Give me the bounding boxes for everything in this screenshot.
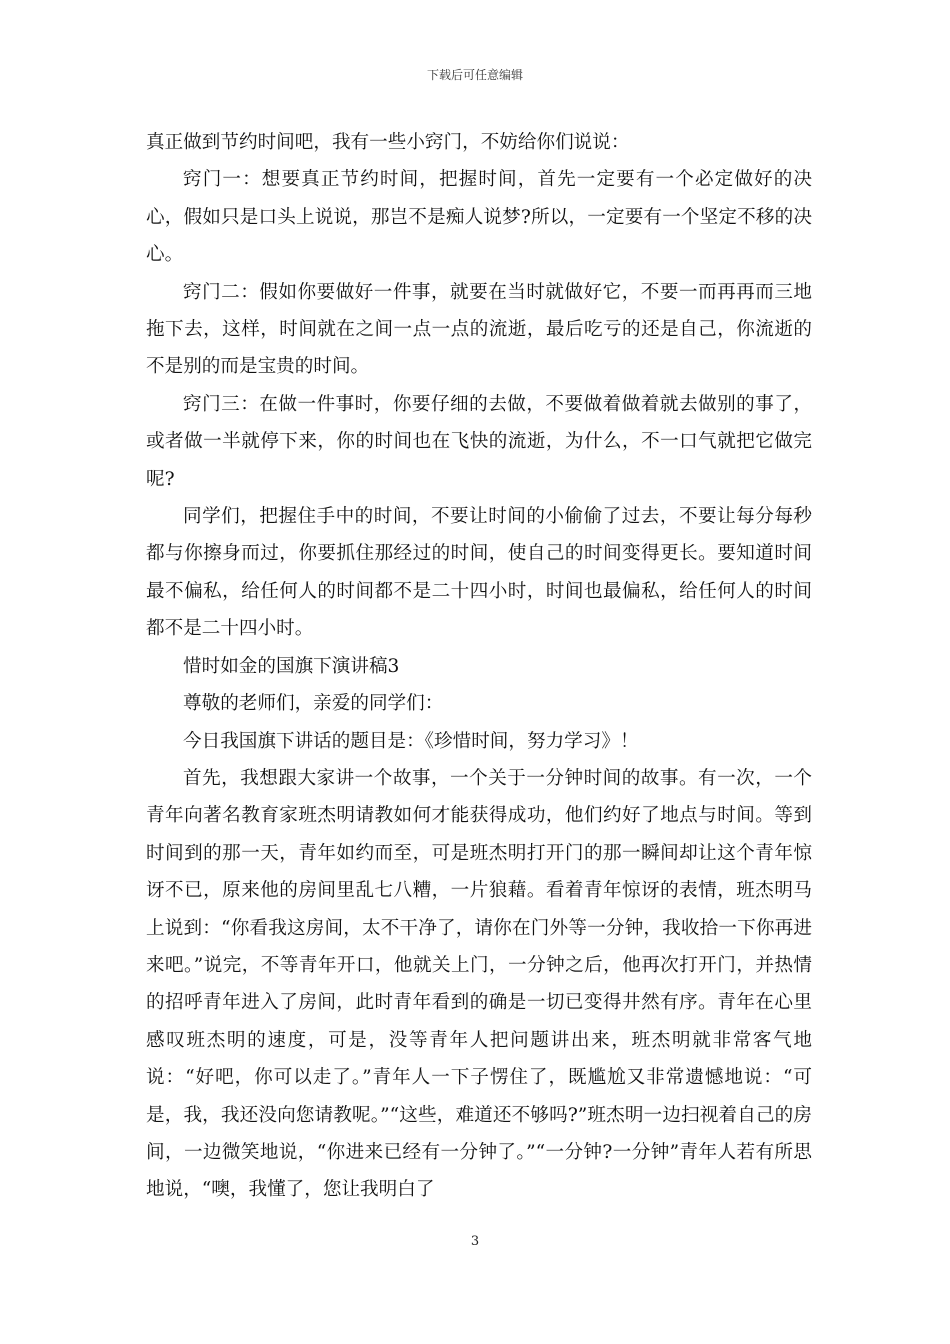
salutation: 尊敬的老师们，亲爱的同学们： <box>183 693 444 715</box>
paragraph: 窍门三：在做一件事时，你要仔细的去做，不要做着做着就去做别的事了，或者做一半就停下来，你的时间也在飞快的流逝，为什么，不一口气就把它做完呢? <box>146 393 812 490</box>
paragraph: 今日我国旗下讲话的题目是：《珍惜时间，努力学习》！ <box>183 730 639 752</box>
paragraph: 首先，我想跟大家讲一个故事，一个关于一分钟时间的故事。有一次，一个青年向著名教育家班杰明请教如何才能获得成功，他们约好了地点与时间。等到时间到的那一天，青年如约而至，可是班杰明打开门的那一瞬间却让这个青年惊讶不已，原来他的房间里乱七八糟，一片狼藉。看着青年惊讶的表情，班杰明马上说到：“你看我这房间，太不干净了，请你在门外等一分钟，我收拾一下你再进来吧。”说完，不等青年开口，他就关上门，一分钟之后，他再次打开门，并热情的招呼青年进入了房间，此时青年看到的确是一切已变得井然有序。青年在心里感叹班杰明的速度，可是，没等青年人把问题讲出来，班杰明就非常客气地说：“好吧，你可以走了。”青年人一下子愣住了，既尴尬又非常遗憾地说：“可是，我，我还没向您请教呢。”“这些，难道还不够吗?”班杰明一边扫视着自己的房间，一边微笑地说，“你进来已经有一分钟了。”“一分钟?一分钟”青年人若有所思地说，“噢，我懂了，您让我明白了 <box>146 767 812 1201</box>
paragraph: 窍门一：想要真正节约时间，把握时间，首先一定要有一个必定做好的决心，假如只是口头上说说，那岂不是痴人说梦?所以，一定要有一个坚定不移的决心。 <box>146 169 812 266</box>
page-number: 3 <box>470 1234 480 1249</box>
paragraph: 同学们，把握住手中的时间，不要让时间的小偷偷了过去，不要让每分每秒都与你擦身而过，你要抓住那经过的时间，使自己的时间变得更长。要知道时间最不偏私，给任何人的时间都不是二十四小时，时间也最偏私，给任何人的时间都不是二十四小时。 <box>146 506 812 640</box>
section-heading: 惜时如金的国旗下演讲稿3 <box>183 655 400 677</box>
paragraph: 窍门二：假如你要做好一件事，就要在当时就做好它，不要一而再再而三地拖下去，这样，时间就在之间一点一点的流逝，最后吃亏的还是自己，你流逝的不是别的而是宝贵的时间。 <box>146 281 812 378</box>
page-header: 下载后可任意编辑 <box>426 68 523 82</box>
body-text <box>146 124 812 1209</box>
paragraph: 真正做到节约时间吧，我有一些小窍门，不妨给你们说说： <box>146 132 630 153</box>
